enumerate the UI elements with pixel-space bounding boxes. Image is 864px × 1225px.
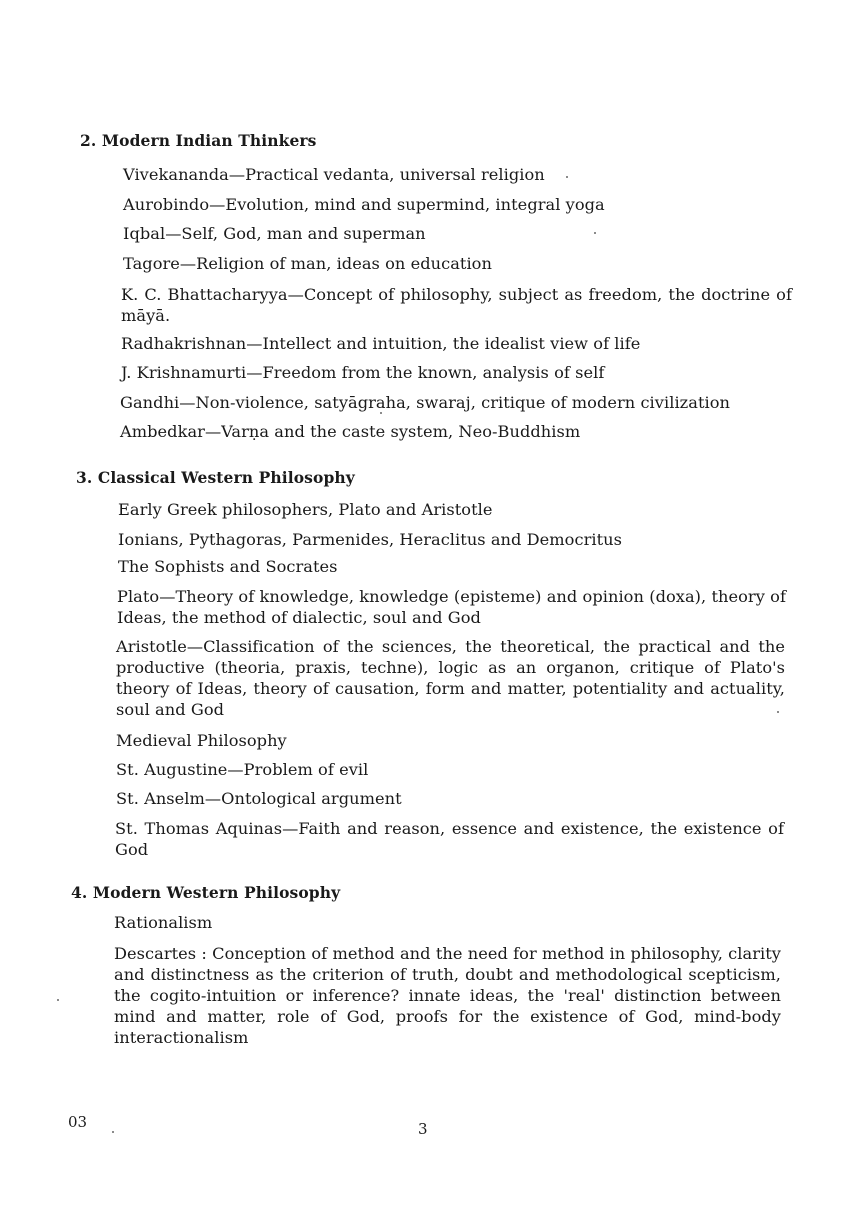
scan-speck (380, 412, 382, 414)
document-code: 03 (68, 1113, 88, 1131)
scan-speck (566, 176, 568, 178)
list-item: Ambedkar—Varṇa and the caste system, Neo-Buddhism (120, 422, 581, 441)
list-item: J. Krishnamurti—Freedom from the known, analysis of self (121, 363, 605, 382)
list-item: K. C. Bhattacharyya—Concept of philosophy, subject as freedom, the doctrine of māyā. (121, 285, 792, 325)
scan-speck (777, 711, 779, 713)
list-item: Ionians, Pythagoras, Parmenides, Heraclitus and Democritus (118, 530, 622, 549)
list-item: St. Thomas Aquinas—Faith and reason, essence and existence, the existence of God (115, 819, 784, 859)
list-item: Vivekananda—Practical vedanta, universal religion (123, 165, 545, 184)
list-item: Iqbal—Self, God, man and superman (123, 224, 426, 243)
list-item: Gandhi—Non-violence, satyāgraha, swaraj, critique of modern civilization (120, 393, 730, 412)
list-item: Aurobindo—Evolution, mind and supermind, integral yoga (123, 195, 605, 214)
page-number: 3 (418, 1120, 428, 1138)
list-item: St. Anselm—Ontological argument (116, 789, 402, 808)
list-item: The Sophists and Socrates (118, 557, 338, 576)
scan-speck (594, 232, 596, 234)
section-3-heading: 3. Classical Western Philosophy (76, 468, 355, 487)
list-item: Plato—Theory of knowledge, knowledge (episteme) and opinion (doxa), theory of Ideas, the method of dialectic, soul and God (117, 587, 786, 627)
scan-speck (112, 1131, 114, 1133)
list-item: Aristotle—Classification of the sciences, the theoretical, the practical and the productive (theoria, praxis, techne), logic as an organon, critique of Plato's theory of Ideas, theory of causation, form and matter, potentiality and actuality, soul and God (116, 637, 785, 719)
list-item: St. Augustine—Problem of evil (116, 760, 369, 779)
list-item: Descartes : Conception of method and the need for method in philosophy, clarity and distinctness as the criterion of truth, doubt and methodological scepticism, the cogito-intuition or inference? innate ideas, the 'real' distinction between mind and matter, role of God, proofs for the existence of God, mind-body interactionalism (114, 944, 781, 1047)
section-4-heading: 4. Modern Western Philosophy (71, 883, 341, 902)
list-item: Medieval Philosophy (116, 731, 287, 750)
section-2-heading: 2. Modern Indian Thinkers (80, 131, 317, 150)
list-item: Early Greek philosophers, Plato and Aristotle (118, 500, 493, 519)
list-item: Rationalism (114, 913, 213, 932)
list-item: Tagore—Religion of man, ideas on education (123, 254, 492, 273)
list-item: Radhakrishnan—Intellect and intuition, the idealist view of life (121, 334, 641, 353)
scan-speck (57, 999, 59, 1001)
